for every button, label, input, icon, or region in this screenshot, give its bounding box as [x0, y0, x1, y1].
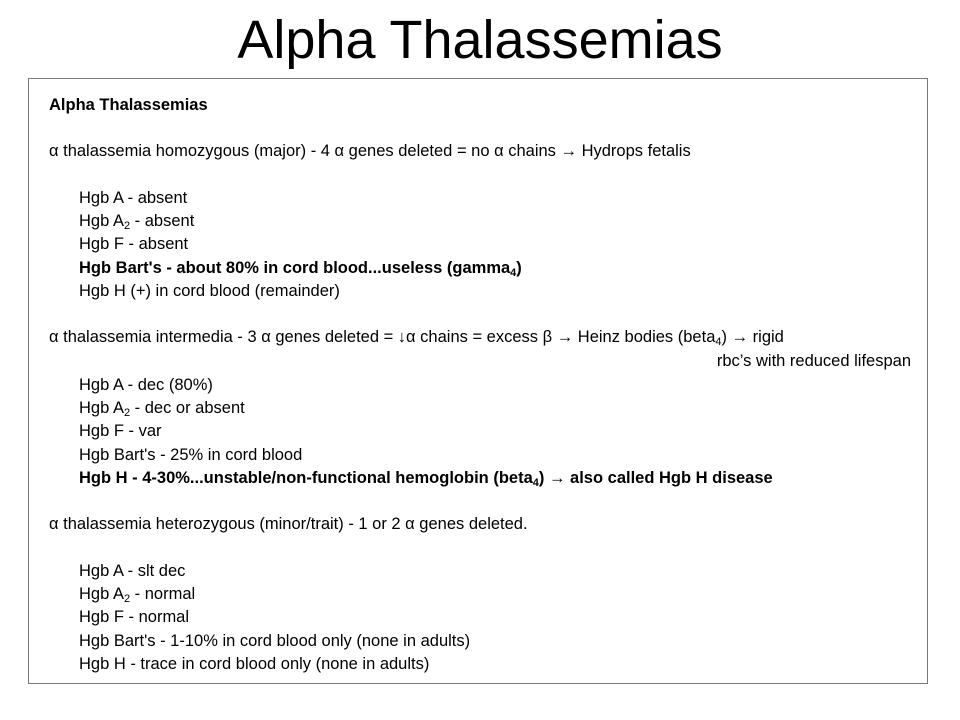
list-item: Hgb Bart's - 1-10% in cord blood only (none in adults) — [79, 632, 471, 650]
list-item: Hgb $A_2$ - dec or absent — [79, 399, 245, 419]
list-item: Hgb A - dec (80%) — [79, 376, 213, 394]
list-item: Hgb $A_2$ - normal — [79, 585, 196, 605]
section-homozygous-header: α thalassemia homozygous (major) - 4 α genes deleted = no α chains → Hydrops fetalis — [49, 142, 691, 160]
list-item: Hgb H - 4-30%...unstable/non-functional hemoglobin (beta$_4$) → also called Hgb H disease — [79, 469, 773, 489]
doc-heading: Alpha Thalassemias — [49, 96, 208, 114]
list-item: Hgb Bart's - about 80% in cord blood...useless (gamma$_4$) — [79, 259, 522, 279]
section-intermedia-header: α thalassemia intermedia - 3 α genes deleted = ↓α chains = excess β → Heinz bodies (beta$_4$) → rigid — [49, 328, 784, 348]
list-item: Hgb H - trace in cord blood only (none in adults) — [79, 655, 430, 673]
list-item: Hgb F - normal — [79, 608, 190, 626]
list-item: Hgb A - slt dec — [79, 562, 186, 580]
slide-title: Alpha Thalassemias — [237, 10, 723, 70]
list-item: Hgb F - var — [79, 422, 162, 440]
list-item: Hgb F - absent — [79, 235, 189, 253]
list-item: Hgb Bart's - 25% in cord blood — [79, 446, 303, 464]
section-intermedia-header-continuation: rbc’s with reduced lifespan — [716, 352, 911, 370]
list-item: Hgb H (+) in cord blood (remainder) — [79, 282, 340, 300]
list-item: Hgb $A_2$ - absent — [79, 212, 195, 232]
document-box — [28, 78, 928, 684]
list-item: Hgb A - absent — [79, 189, 188, 207]
section-heterozygous-header: α thalassemia heterozygous (minor/trait) - 1 or 2 α genes deleted. — [49, 515, 528, 533]
